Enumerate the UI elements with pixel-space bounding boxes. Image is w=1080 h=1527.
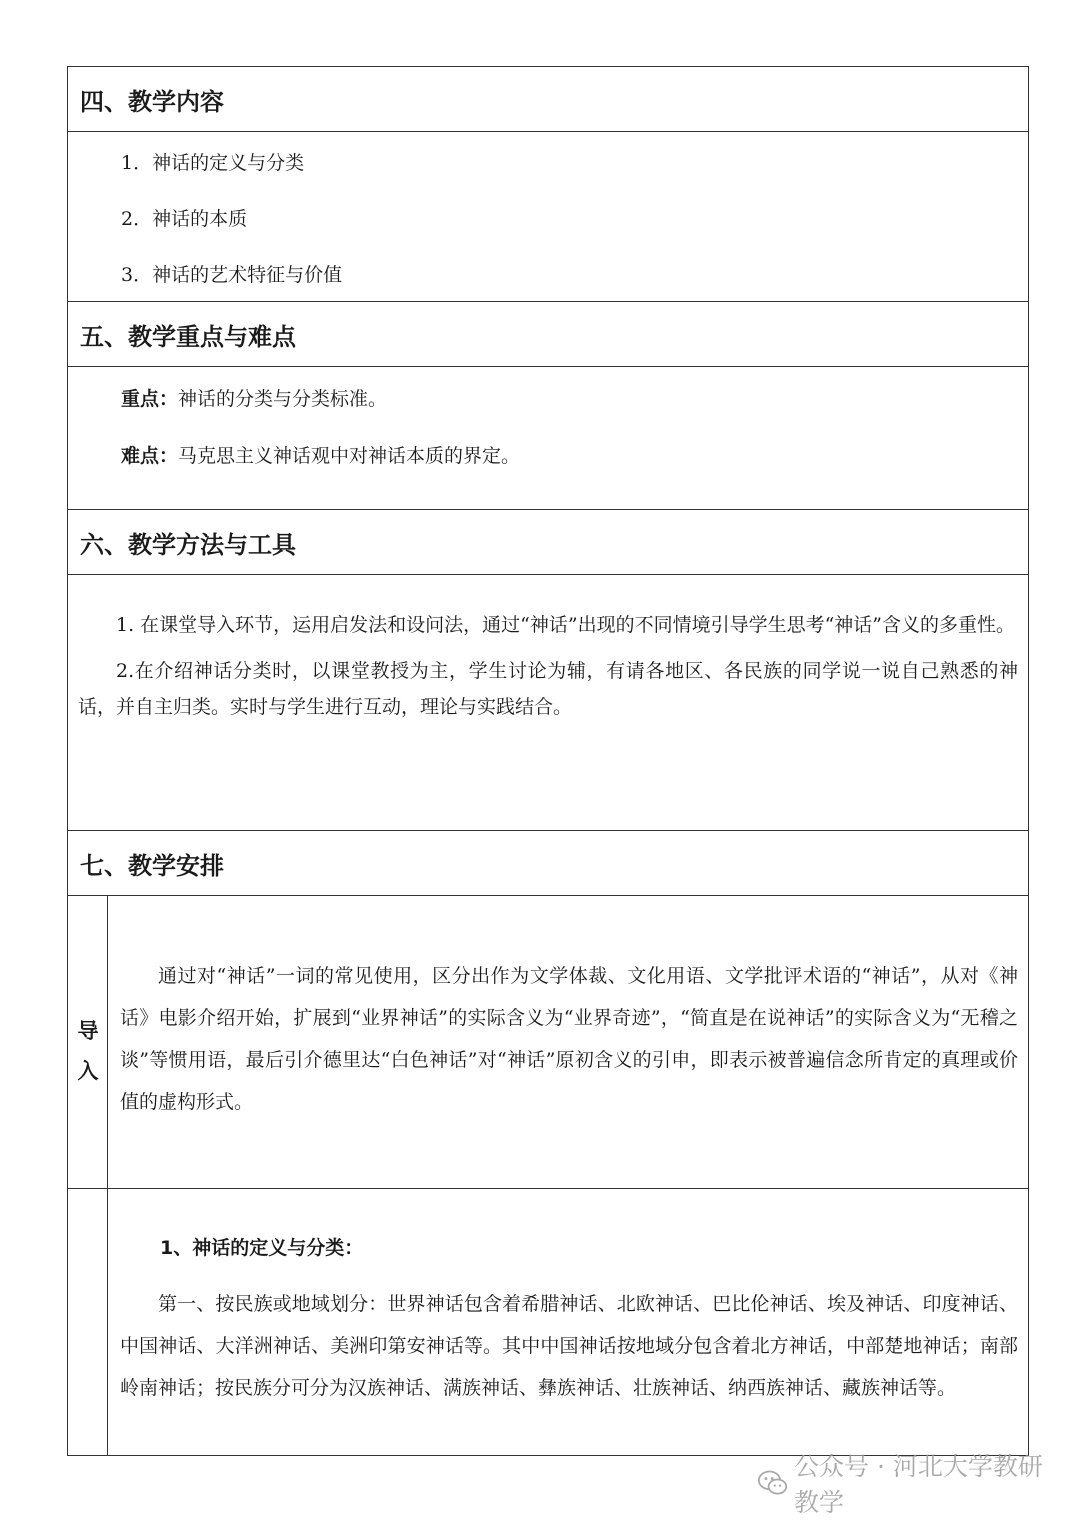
key-point-label: 重点： — [121, 388, 179, 410]
wechat-icon — [758, 1468, 788, 1498]
difficult-point — [121, 441, 520, 468]
intro-paragraph: 通过对“神话”一词的常见使用，区分出作为文学体裁、文化用语、文学批评术语的“神话”，从对《神话》电影介绍开始，扩展到“业界神话”的实际含义为“业界奇迹”，“简直是在说神话”的实际含义为“无稽之谈”等惯用语，最后引介德里达“白色神话”对“神话”原初含义的引申，即表示被普遍信念所肯定的真理或价值的虚构形式。 — [120, 965, 1018, 1113]
content-item-3: 3．神话的艺术特征与价值 — [121, 264, 343, 286]
section-6-header — [68, 510, 1028, 575]
intro-label-cell — [68, 896, 108, 1188]
watermark-text: 公众号 · 河北大学教研教学 — [794, 1452, 1043, 1517]
subsection-title: 1、神话的定义与分类： — [160, 1237, 364, 1259]
intro-label-char-2: 入 — [77, 1059, 99, 1083]
section-6-title: 六、教学方法与工具 — [80, 530, 296, 559]
content-label-cell — [68, 1189, 108, 1455]
intro-label-char-1: 导 — [77, 1019, 99, 1043]
section-5-body — [68, 367, 1028, 510]
section-6-body — [68, 575, 1028, 831]
key-point-text: 神话的分类与分类标准。 — [178, 388, 388, 410]
section-5-title: 五、教学重点与难点 — [80, 322, 296, 351]
subsection-text-cell — [120, 1283, 1018, 1409]
watermark — [758, 1452, 1058, 1517]
method-paragraph-2: 2.在介绍神话分类时，以课堂教授为主，学生讨论为辅，有请各地区、各民族的同学说一说自己熟悉的神话，并自主归类。实时与学生进行互动，理论与实践结合。 — [78, 660, 1018, 718]
content-item-2: 2．神话的本质 — [121, 208, 248, 230]
content-item-1: 1．神话的定义与分类 — [121, 152, 305, 174]
intro-text-cell — [120, 955, 1018, 1123]
section-7-title: 七、教学安排 — [80, 851, 224, 880]
key-point — [121, 384, 387, 411]
section-7-header — [68, 831, 1028, 896]
section-4-title: 四、教学内容 — [80, 87, 224, 116]
subsection-paragraph: 第一、按民族或地域划分：世界神话包含着希腊神话、北欧神话、巴比伦神话、埃及神话、印度神话、中国神话、大洋洲神话、美洲印第安神话等。其中中国神话按地域分包含着北方神话，中部楚地神话；南部岭南神话；按民族分可分为汉族神话、满族神话、彝族神话、壮族神话、纳西族神话、藏族神话等。 — [120, 1293, 1018, 1399]
method-paragraphs — [78, 607, 1018, 725]
method-paragraph-1: 1. 在课堂导入环节，运用启发法和设问法，通过“神话”出现的不同情境引导学生思考“神话”含义的多重性。 — [116, 614, 1016, 636]
section-4-body — [68, 132, 1028, 302]
difficult-point-label: 难点： — [121, 445, 179, 467]
section-5-header — [68, 302, 1028, 367]
difficult-point-text: 马克思主义神话观中对神话本质的界定。 — [178, 445, 521, 467]
content-row — [68, 1189, 1028, 1455]
intro-row — [68, 896, 1028, 1189]
section-4-header — [68, 67, 1028, 132]
lesson-plan-table — [67, 66, 1029, 1456]
